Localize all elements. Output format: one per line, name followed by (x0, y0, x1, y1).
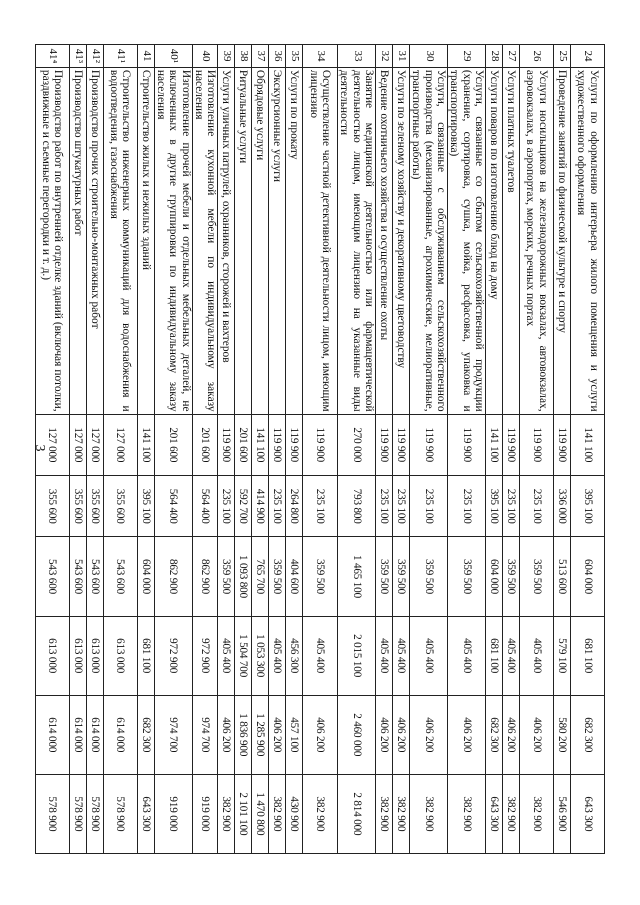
service-description: Производство прочих строительно-монтажных работ (86, 67, 103, 414)
service-description: Услуги уличных патрулей, охранников, сторожей и вахтеров (218, 67, 235, 414)
rate-value-col-5: 614 000 (35, 695, 69, 774)
rate-value-col-5: 406 200 (376, 695, 393, 774)
rate-value-col-4: 613 000 (69, 616, 86, 695)
table-row (376, 45, 393, 854)
row-number: 37 (252, 45, 269, 68)
rate-value-col-3: 543 600 (86, 537, 103, 616)
rate-value-col-1: 119 900 (448, 414, 486, 475)
table-row (69, 45, 86, 854)
rate-value-col-2: 264 800 (286, 476, 303, 537)
table-row (154, 45, 192, 854)
rate-value-col-2: 395 100 (571, 476, 605, 537)
row-number: 41³ (69, 45, 86, 68)
rate-value-col-5: 457 100 (286, 695, 303, 774)
rate-value-col-2: 564 400 (192, 476, 218, 537)
rate-value-col-4: 405 400 (376, 616, 393, 695)
rate-value-col-3: 543 600 (69, 537, 86, 616)
rate-value-col-3: 359 500 (269, 537, 286, 616)
rate-value-col-1: 119 900 (303, 414, 338, 475)
service-description: Изготовление кухонной мебели по индивидуальному заказу населения (192, 67, 218, 414)
rate-value-col-1: 119 900 (269, 414, 286, 475)
rate-value-col-5: 614 000 (86, 695, 103, 774)
rate-value-col-3: 862 900 (192, 537, 218, 616)
row-number: 41² (86, 45, 103, 68)
rate-value-col-3: 1 093 800 (235, 537, 252, 616)
rate-value-col-6: 2 101 100 (235, 774, 252, 853)
rate-value-col-6: 1 470 800 (252, 774, 269, 853)
rate-value-col-6: 430 900 (286, 774, 303, 853)
row-number: 33 (338, 45, 376, 68)
service-description: Услуги по зеленому хозяйству и декоративному цветоводству (393, 67, 410, 414)
table-row (503, 45, 520, 854)
landscape-sheet (40, 44, 605, 854)
rate-value-col-4: 405 400 (269, 616, 286, 695)
table-row (252, 45, 269, 854)
service-description: Производство штукатурных работ (69, 67, 86, 414)
rate-value-col-1: 141 100 (252, 414, 269, 475)
rate-value-col-5: 682 300 (137, 695, 154, 774)
service-description: Проведение занятий по физической культуре и спорту (554, 67, 571, 414)
rate-value-col-2: 793 800 (338, 476, 376, 537)
service-description: Услуги, связанные с обслуживанием сельскохозяйственного производства (механизированные, агрохимические, мелиоративные, транспортные работы) (410, 67, 448, 414)
rate-value-col-2: 592 700 (235, 476, 252, 537)
page-number: 3 (32, 444, 47, 452)
rate-value-col-2: 235 100 (448, 476, 486, 537)
rate-value-col-1: 141 100 (137, 414, 154, 475)
rate-value-col-1: 119 900 (286, 414, 303, 475)
rate-value-col-3: 359 500 (393, 537, 410, 616)
rate-value-col-1: 127 000 (69, 414, 86, 475)
rate-value-col-4: 613 000 (35, 616, 69, 695)
service-description: Обрядовые услуги (252, 67, 269, 414)
row-number: 30 (410, 45, 448, 68)
table-row (235, 45, 252, 854)
service-description: Занятие медицинской деятельностью или фармацевтической деятельностью лицом, имеющим лицензию на указанные виды деятельности (338, 67, 376, 414)
rate-value-col-1: 119 900 (554, 414, 571, 475)
rate-value-col-1: 119 900 (393, 414, 410, 475)
rate-value-col-1: 201 600 (235, 414, 252, 475)
rate-value-col-5: 682 300 (486, 695, 503, 774)
table-row (192, 45, 218, 854)
row-number: 34 (303, 45, 338, 68)
row-number: 35 (286, 45, 303, 68)
rate-value-col-6: 382 900 (410, 774, 448, 853)
rate-value-col-2: 235 100 (218, 476, 235, 537)
rate-value-col-6: 382 900 (393, 774, 410, 853)
rate-value-col-1: 127 000 (86, 414, 103, 475)
rate-value-col-1: 201 600 (154, 414, 192, 475)
rate-value-col-1: 119 900 (503, 414, 520, 475)
rate-value-col-6: 643 300 (486, 774, 503, 853)
rate-value-col-1: 270 000 (338, 414, 376, 475)
row-number: 26 (520, 45, 554, 68)
rate-value-col-6: 382 900 (503, 774, 520, 853)
rate-value-col-1: 141 100 (486, 414, 503, 475)
table-row (448, 45, 486, 854)
rate-value-col-6: 2 814 000 (338, 774, 376, 853)
rate-value-col-2: 336 000 (554, 476, 571, 537)
row-number: 25 (554, 45, 571, 68)
rate-value-col-4: 579 100 (554, 616, 571, 695)
rate-value-col-3: 862 900 (154, 537, 192, 616)
row-number: 41⁴ (35, 45, 69, 68)
rate-value-col-4: 1 504 700 (235, 616, 252, 695)
rate-value-col-4: 405 400 (303, 616, 338, 695)
row-number: 40 (192, 45, 218, 68)
rate-value-col-4: 405 400 (520, 616, 554, 695)
row-number: 29 (448, 45, 486, 68)
service-description: Услуги по прокату (286, 67, 303, 414)
rate-value-col-1: 119 900 (218, 414, 235, 475)
rate-value-col-4: 456 300 (286, 616, 303, 695)
rate-value-col-4: 1 053 300 (252, 616, 269, 695)
service-description: Услуги, связанные со сбытом сельскохозяйственной продукции (хранение, сортировка, сушка, мойка, расфасовка, упаковка и транспортировка) (448, 67, 486, 414)
rate-value-col-6: 382 900 (303, 774, 338, 853)
rate-value-col-6: 578 900 (69, 774, 86, 853)
table-row (103, 45, 137, 854)
rate-value-col-3: 604 000 (137, 537, 154, 616)
rate-value-col-6: 382 900 (218, 774, 235, 853)
rate-value-col-3: 543 600 (103, 537, 137, 616)
rate-value-col-3: 359 500 (218, 537, 235, 616)
row-number: 36 (269, 45, 286, 68)
rate-value-col-5: 2 460 000 (338, 695, 376, 774)
rate-value-col-2: 235 100 (520, 476, 554, 537)
service-description: Изготовление прочей мебели и отдельных мебельных деталей, не включенных в другие группировки по индивидуальному заказу населения (154, 67, 192, 414)
rate-value-col-3: 765 700 (252, 537, 269, 616)
rate-value-col-2: 235 100 (410, 476, 448, 537)
service-description: Строительство инженерных коммуникаций для водоснабжения и водоотведения, газоснабжения (103, 67, 137, 414)
service-description: Строительство жилых и нежилых зданий (137, 67, 154, 414)
rate-value-col-4: 405 400 (393, 616, 410, 695)
rate-value-col-5: 974 700 (192, 695, 218, 774)
rate-value-col-2: 235 100 (303, 476, 338, 537)
tariff-table (35, 44, 605, 854)
table-row (338, 45, 376, 854)
service-description: Услуги поваров по изготовлению блюд на дому (486, 67, 503, 414)
rate-value-col-6: 578 900 (103, 774, 137, 853)
row-number: 41¹ (103, 45, 137, 68)
rotated-page (40, 44, 605, 854)
rate-value-col-2: 235 100 (503, 476, 520, 537)
rate-value-col-5: 406 200 (520, 695, 554, 774)
table-row (410, 45, 448, 854)
rate-value-col-3: 359 500 (503, 537, 520, 616)
rate-value-col-5: 974 700 (154, 695, 192, 774)
row-number: 38 (235, 45, 252, 68)
rate-value-col-3: 513 600 (554, 537, 571, 616)
row-number: 40¹ (154, 45, 192, 68)
service-description: Услуги носильщиков на железнодорожных вокзалах, автовокзалах, аэровокзалах, в аэропортах, морских, речных портах (520, 67, 554, 414)
rate-value-col-6: 643 300 (571, 774, 605, 853)
rate-value-col-5: 406 200 (410, 695, 448, 774)
rate-value-col-5: 614 000 (69, 695, 86, 774)
rate-value-col-4: 405 400 (503, 616, 520, 695)
row-number: 41 (137, 45, 154, 68)
service-description: Услуги платных туалетов (503, 67, 520, 414)
rate-value-col-2: 235 100 (269, 476, 286, 537)
rate-value-col-2: 395 100 (486, 476, 503, 537)
service-description: Ведение охотничьего хозяйства и осуществление охоты (376, 67, 393, 414)
rate-value-col-4: 613 000 (86, 616, 103, 695)
service-description: Производство работ по внутренней отделке зданий (включая потолки, раздвижные и съемные перегородки и т. д.) (35, 67, 69, 414)
rate-value-col-6: 382 900 (269, 774, 286, 853)
row-number: 24 (571, 45, 605, 68)
row-number: 32 (376, 45, 393, 68)
service-description: Экскурсионные услуги (269, 67, 286, 414)
rate-value-col-4: 681 100 (486, 616, 503, 695)
rate-value-col-2: 235 100 (376, 476, 393, 537)
rate-value-col-5: 614 000 (103, 695, 137, 774)
rate-value-col-5: 406 200 (303, 695, 338, 774)
rate-value-col-5: 406 200 (393, 695, 410, 774)
rate-value-col-1: 119 900 (520, 414, 554, 475)
rate-value-col-2: 355 600 (103, 476, 137, 537)
rate-value-col-3: 359 500 (520, 537, 554, 616)
service-description: Осуществление частной детективной деятельности лицом, имеющим лицензию (303, 67, 338, 414)
table-row (393, 45, 410, 854)
rate-value-col-4: 681 100 (571, 616, 605, 695)
rate-value-col-6: 546 900 (554, 774, 571, 853)
rate-value-col-6: 643 300 (137, 774, 154, 853)
rate-value-col-6: 578 900 (35, 774, 69, 853)
rate-value-col-3: 359 500 (376, 537, 393, 616)
tariff-table-body (35, 45, 604, 854)
rate-value-col-6: 919 000 (192, 774, 218, 853)
table-row (554, 45, 571, 854)
rate-value-col-4: 613 000 (103, 616, 137, 695)
rate-value-col-2: 355 600 (69, 476, 86, 537)
rate-value-col-6: 919 000 (154, 774, 192, 853)
rate-value-col-3: 359 500 (410, 537, 448, 616)
table-row (218, 45, 235, 854)
rate-value-col-4: 681 100 (137, 616, 154, 695)
rate-value-col-4: 405 400 (218, 616, 235, 695)
rate-value-col-1: 127 000 (103, 414, 137, 475)
rate-value-col-2: 395 100 (137, 476, 154, 537)
rate-value-col-2: 355 600 (86, 476, 103, 537)
table-row (137, 45, 154, 854)
rate-value-col-4: 972 900 (154, 616, 192, 695)
table-row (571, 45, 605, 854)
row-number: 39 (218, 45, 235, 68)
rate-value-col-2: 235 100 (393, 476, 410, 537)
table-row (486, 45, 503, 854)
rate-value-col-1: 119 900 (376, 414, 393, 475)
rate-value-col-2: 564 400 (154, 476, 192, 537)
rate-value-col-4: 405 400 (448, 616, 486, 695)
rate-value-col-1: 119 900 (410, 414, 448, 475)
rate-value-col-6: 382 900 (448, 774, 486, 853)
rate-value-col-6: 578 900 (86, 774, 103, 853)
row-number: 31 (393, 45, 410, 68)
rate-value-col-3: 359 500 (448, 537, 486, 616)
rate-value-col-5: 406 200 (218, 695, 235, 774)
table-row (286, 45, 303, 854)
table-row (269, 45, 286, 854)
rate-value-col-3: 604 000 (486, 537, 503, 616)
rate-value-col-6: 382 900 (376, 774, 393, 853)
table-row (520, 45, 554, 854)
rate-value-col-3: 604 000 (571, 537, 605, 616)
rate-value-col-1: 127 000 (35, 414, 69, 475)
rate-value-col-2: 414 900 (252, 476, 269, 537)
rate-value-col-2: 355 600 (35, 476, 69, 537)
rate-value-col-5: 406 200 (269, 695, 286, 774)
rate-value-col-5: 580 200 (554, 695, 571, 774)
rate-value-col-1: 141 100 (571, 414, 605, 475)
service-description: Услуги по оформлению интерьера жилого помещения и услуги художественного оформления (571, 67, 605, 414)
rate-value-col-1: 201 600 (192, 414, 218, 475)
rate-value-col-4: 2 015 100 (338, 616, 376, 695)
rate-value-col-5: 1 836 900 (235, 695, 252, 774)
rate-value-col-6: 382 900 (520, 774, 554, 853)
rate-value-col-5: 1 285 900 (252, 695, 269, 774)
rate-value-col-4: 972 900 (192, 616, 218, 695)
rate-value-col-3: 1 465 100 (338, 537, 376, 616)
rate-value-col-3: 543 600 (35, 537, 69, 616)
service-description: Ритуальные услуги (235, 67, 252, 414)
rate-value-col-5: 682 300 (571, 695, 605, 774)
rate-value-col-3: 404 600 (286, 537, 303, 616)
rate-value-col-3: 359 500 (303, 537, 338, 616)
rate-value-col-5: 406 200 (503, 695, 520, 774)
table-row (303, 45, 338, 854)
table-row (35, 45, 69, 854)
row-number: 28 (486, 45, 503, 68)
rate-value-col-5: 406 200 (448, 695, 486, 774)
rate-value-col-4: 405 400 (410, 616, 448, 695)
table-row (86, 45, 103, 854)
row-number: 27 (503, 45, 520, 68)
